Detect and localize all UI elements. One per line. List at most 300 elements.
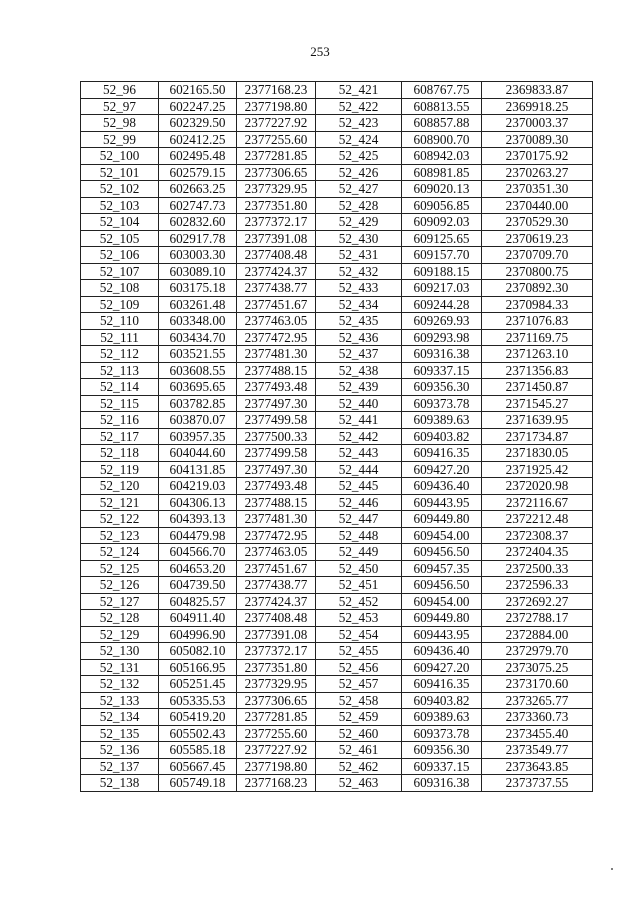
x-coord-left-cell: 605502.43 (159, 725, 237, 742)
point-id-right-cell: 52_455 (316, 643, 402, 660)
y-coord-right-cell: 2371450.87 (482, 379, 593, 396)
y-coord-left-cell: 2377497.30 (237, 395, 316, 412)
x-coord-left-cell: 603608.55 (159, 362, 237, 379)
y-coord-right-cell: 2371639.95 (482, 412, 593, 429)
x-coord-right-cell: 609436.40 (402, 643, 482, 660)
y-coord-left-cell: 2377472.95 (237, 329, 316, 346)
y-coord-right-cell: 2370003.37 (482, 115, 593, 132)
y-coord-left-cell: 2377451.67 (237, 560, 316, 577)
point-id-right-cell: 52_441 (316, 412, 402, 429)
table-row (81, 131, 593, 148)
point-id-right-cell: 52_457 (316, 676, 402, 693)
x-coord-left-cell: 602832.60 (159, 214, 237, 231)
point-id-right-cell: 52_456 (316, 659, 402, 676)
y-coord-right-cell: 2370709.70 (482, 247, 593, 264)
point-id-right-cell: 52_424 (316, 131, 402, 148)
table-row (81, 560, 593, 577)
table-row (81, 593, 593, 610)
x-coord-right-cell: 608767.75 (402, 82, 482, 99)
x-coord-left-cell: 603003.30 (159, 247, 237, 264)
table-row (81, 478, 593, 495)
x-coord-right-cell: 609337.15 (402, 758, 482, 775)
y-coord-left-cell: 2377438.77 (237, 280, 316, 297)
x-coord-right-cell: 609188.15 (402, 263, 482, 280)
point-id-right-cell: 52_454 (316, 626, 402, 643)
x-coord-right-cell: 608857.88 (402, 115, 482, 132)
point-id-left-cell: 52_98 (81, 115, 159, 132)
x-coord-right-cell: 609456.50 (402, 577, 482, 594)
point-id-right-cell: 52_425 (316, 148, 402, 165)
y-coord-left-cell: 2377451.67 (237, 296, 316, 313)
x-coord-right-cell: 609454.00 (402, 527, 482, 544)
point-id-left-cell: 52_97 (81, 98, 159, 115)
point-id-left-cell: 52_129 (81, 626, 159, 643)
y-coord-right-cell: 2373170.60 (482, 676, 593, 693)
x-coord-right-cell: 608981.85 (402, 164, 482, 181)
table-row (81, 362, 593, 379)
point-id-left-cell: 52_118 (81, 445, 159, 462)
x-coord-left-cell: 602747.73 (159, 197, 237, 214)
x-coord-left-cell: 603089.10 (159, 263, 237, 280)
x-coord-left-cell: 602412.25 (159, 131, 237, 148)
y-coord-left-cell: 2377255.60 (237, 725, 316, 742)
point-id-left-cell: 52_126 (81, 577, 159, 594)
y-coord-right-cell: 2373455.40 (482, 725, 593, 742)
y-coord-left-cell: 2377198.80 (237, 758, 316, 775)
table-row (81, 197, 593, 214)
x-coord-left-cell: 602329.50 (159, 115, 237, 132)
table-row (81, 709, 593, 726)
point-id-right-cell: 52_459 (316, 709, 402, 726)
x-coord-right-cell: 609356.30 (402, 379, 482, 396)
point-id-right-cell: 52_432 (316, 263, 402, 280)
coordinate-table-body (81, 82, 593, 792)
table-row (81, 610, 593, 627)
x-coord-left-cell: 604911.40 (159, 610, 237, 627)
y-coord-left-cell: 2377281.85 (237, 709, 316, 726)
x-coord-left-cell: 604393.13 (159, 511, 237, 528)
point-id-right-cell: 52_429 (316, 214, 402, 231)
table-row (81, 758, 593, 775)
x-coord-right-cell: 609443.95 (402, 626, 482, 643)
table-row (81, 775, 593, 792)
point-id-left-cell: 52_124 (81, 544, 159, 561)
coordinate-table (80, 81, 593, 792)
point-id-left-cell: 52_131 (81, 659, 159, 676)
point-id-left-cell: 52_99 (81, 131, 159, 148)
point-id-right-cell: 52_435 (316, 313, 402, 330)
y-coord-right-cell: 2372020.98 (482, 478, 593, 495)
table-row (81, 346, 593, 363)
x-coord-right-cell: 609427.20 (402, 461, 482, 478)
point-id-right-cell: 52_431 (316, 247, 402, 264)
y-coord-right-cell: 2370440.00 (482, 197, 593, 214)
point-id-right-cell: 52_460 (316, 725, 402, 742)
table-row (81, 692, 593, 709)
x-coord-right-cell: 609373.78 (402, 725, 482, 742)
x-coord-right-cell: 608813.55 (402, 98, 482, 115)
y-coord-right-cell: 2373265.77 (482, 692, 593, 709)
x-coord-right-cell: 609416.35 (402, 445, 482, 462)
y-coord-right-cell: 2372212.48 (482, 511, 593, 528)
x-coord-right-cell: 609293.98 (402, 329, 482, 346)
table-row (81, 626, 593, 643)
table-row (81, 527, 593, 544)
table-row (81, 428, 593, 445)
x-coord-left-cell: 602247.25 (159, 98, 237, 115)
x-coord-left-cell: 603870.07 (159, 412, 237, 429)
table-row (81, 181, 593, 198)
x-coord-left-cell: 603521.55 (159, 346, 237, 363)
x-coord-right-cell: 608900.70 (402, 131, 482, 148)
table-row (81, 412, 593, 429)
point-id-right-cell: 52_447 (316, 511, 402, 528)
x-coord-left-cell: 605667.45 (159, 758, 237, 775)
x-coord-left-cell: 604653.20 (159, 560, 237, 577)
y-coord-right-cell: 2370529.30 (482, 214, 593, 231)
y-coord-right-cell: 2372596.33 (482, 577, 593, 594)
x-coord-left-cell: 604996.90 (159, 626, 237, 643)
y-coord-right-cell: 2373075.25 (482, 659, 593, 676)
point-id-right-cell: 52_462 (316, 758, 402, 775)
x-coord-left-cell: 605335.53 (159, 692, 237, 709)
x-coord-right-cell: 609436.40 (402, 478, 482, 495)
point-id-left-cell: 52_105 (81, 230, 159, 247)
table-row (81, 115, 593, 132)
y-coord-left-cell: 2377493.48 (237, 478, 316, 495)
table-row (81, 263, 593, 280)
point-id-left-cell: 52_138 (81, 775, 159, 792)
y-coord-right-cell: 2372788.17 (482, 610, 593, 627)
y-coord-left-cell: 2377198.80 (237, 98, 316, 115)
x-coord-left-cell: 604479.98 (159, 527, 237, 544)
y-coord-left-cell: 2377500.33 (237, 428, 316, 445)
point-id-right-cell: 52_450 (316, 560, 402, 577)
point-id-left-cell: 52_109 (81, 296, 159, 313)
x-coord-left-cell: 604044.60 (159, 445, 237, 462)
point-id-left-cell: 52_100 (81, 148, 159, 165)
scan-speck (611, 868, 613, 870)
y-coord-right-cell: 2370892.30 (482, 280, 593, 297)
x-coord-left-cell: 604825.57 (159, 593, 237, 610)
x-coord-left-cell: 603957.35 (159, 428, 237, 445)
x-coord-right-cell: 609125.65 (402, 230, 482, 247)
x-coord-left-cell: 604739.50 (159, 577, 237, 594)
table-row (81, 725, 593, 742)
y-coord-right-cell: 2371734.87 (482, 428, 593, 445)
y-coord-left-cell: 2377306.65 (237, 164, 316, 181)
x-coord-right-cell: 608942.03 (402, 148, 482, 165)
x-coord-right-cell: 609449.80 (402, 511, 482, 528)
x-coord-right-cell: 609337.15 (402, 362, 482, 379)
point-id-left-cell: 52_133 (81, 692, 159, 709)
table-row (81, 676, 593, 693)
x-coord-left-cell: 603348.00 (159, 313, 237, 330)
table-row (81, 214, 593, 231)
point-id-right-cell: 52_443 (316, 445, 402, 462)
point-id-left-cell: 52_113 (81, 362, 159, 379)
y-coord-left-cell: 2377391.08 (237, 230, 316, 247)
point-id-right-cell: 52_422 (316, 98, 402, 115)
y-coord-left-cell: 2377481.30 (237, 346, 316, 363)
point-id-left-cell: 52_102 (81, 181, 159, 198)
point-id-left-cell: 52_130 (81, 643, 159, 660)
x-coord-left-cell: 604566.70 (159, 544, 237, 561)
y-coord-right-cell: 2372884.00 (482, 626, 593, 643)
y-coord-left-cell: 2377438.77 (237, 577, 316, 594)
x-coord-right-cell: 609427.20 (402, 659, 482, 676)
x-coord-right-cell: 609020.13 (402, 181, 482, 198)
x-coord-left-cell: 603782.85 (159, 395, 237, 412)
x-coord-right-cell: 609449.80 (402, 610, 482, 627)
table-row (81, 395, 593, 412)
table-row (81, 247, 593, 264)
y-coord-right-cell: 2371356.83 (482, 362, 593, 379)
x-coord-right-cell: 609356.30 (402, 742, 482, 759)
point-id-right-cell: 52_452 (316, 593, 402, 610)
y-coord-right-cell: 2372116.67 (482, 494, 593, 511)
y-coord-right-cell: 2373549.77 (482, 742, 593, 759)
x-coord-right-cell: 609443.95 (402, 494, 482, 511)
x-coord-right-cell: 609454.00 (402, 593, 482, 610)
y-coord-left-cell: 2377499.58 (237, 445, 316, 462)
x-coord-right-cell: 609269.93 (402, 313, 482, 330)
y-coord-right-cell: 2369918.25 (482, 98, 593, 115)
point-id-left-cell: 52_117 (81, 428, 159, 445)
point-id-left-cell: 52_116 (81, 412, 159, 429)
y-coord-right-cell: 2370984.33 (482, 296, 593, 313)
y-coord-right-cell: 2371925.42 (482, 461, 593, 478)
y-coord-right-cell: 2370619.23 (482, 230, 593, 247)
point-id-left-cell: 52_107 (81, 263, 159, 280)
x-coord-left-cell: 605166.95 (159, 659, 237, 676)
x-coord-left-cell: 602663.25 (159, 181, 237, 198)
y-coord-left-cell: 2377329.95 (237, 676, 316, 693)
point-id-left-cell: 52_137 (81, 758, 159, 775)
y-coord-left-cell: 2377481.30 (237, 511, 316, 528)
y-coord-right-cell: 2373737.55 (482, 775, 593, 792)
x-coord-right-cell: 609217.03 (402, 280, 482, 297)
point-id-right-cell: 52_428 (316, 197, 402, 214)
point-id-left-cell: 52_127 (81, 593, 159, 610)
point-id-right-cell: 52_438 (316, 362, 402, 379)
point-id-left-cell: 52_115 (81, 395, 159, 412)
y-coord-left-cell: 2377463.05 (237, 544, 316, 561)
point-id-left-cell: 52_136 (81, 742, 159, 759)
y-coord-left-cell: 2377372.17 (237, 643, 316, 660)
x-coord-left-cell: 603175.18 (159, 280, 237, 297)
y-coord-right-cell: 2370089.30 (482, 131, 593, 148)
point-id-right-cell: 52_423 (316, 115, 402, 132)
page-number: 253 (310, 44, 330, 59)
table-row (81, 280, 593, 297)
x-coord-right-cell: 609157.70 (402, 247, 482, 264)
y-coord-left-cell: 2377488.15 (237, 494, 316, 511)
x-coord-left-cell: 602165.50 (159, 82, 237, 99)
x-coord-left-cell: 602917.78 (159, 230, 237, 247)
x-coord-right-cell: 609416.35 (402, 676, 482, 693)
y-coord-left-cell: 2377168.23 (237, 775, 316, 792)
point-id-right-cell: 52_449 (316, 544, 402, 561)
table-row (81, 379, 593, 396)
point-id-left-cell: 52_101 (81, 164, 159, 181)
y-coord-left-cell: 2377168.23 (237, 82, 316, 99)
y-coord-left-cell: 2377255.60 (237, 131, 316, 148)
x-coord-left-cell: 605082.10 (159, 643, 237, 660)
point-id-left-cell: 52_103 (81, 197, 159, 214)
point-id-left-cell: 52_134 (81, 709, 159, 726)
y-coord-right-cell: 2371263.10 (482, 346, 593, 363)
x-coord-right-cell: 609456.50 (402, 544, 482, 561)
y-coord-right-cell: 2370351.30 (482, 181, 593, 198)
table-row (81, 494, 593, 511)
point-id-right-cell: 52_433 (316, 280, 402, 297)
y-coord-right-cell: 2370263.27 (482, 164, 593, 181)
point-id-left-cell: 52_110 (81, 313, 159, 330)
table-row (81, 164, 593, 181)
table-row (81, 329, 593, 346)
y-coord-left-cell: 2377499.58 (237, 412, 316, 429)
y-coord-right-cell: 2371545.27 (482, 395, 593, 412)
y-coord-right-cell: 2370800.75 (482, 263, 593, 280)
x-coord-left-cell: 605585.18 (159, 742, 237, 759)
point-id-left-cell: 52_111 (81, 329, 159, 346)
point-id-right-cell: 52_448 (316, 527, 402, 544)
x-coord-left-cell: 602579.15 (159, 164, 237, 181)
y-coord-right-cell: 2372979.70 (482, 643, 593, 660)
y-coord-left-cell: 2377372.17 (237, 214, 316, 231)
point-id-right-cell: 52_446 (316, 494, 402, 511)
point-id-right-cell: 52_453 (316, 610, 402, 627)
y-coord-left-cell: 2377281.85 (237, 148, 316, 165)
y-coord-left-cell: 2377329.95 (237, 181, 316, 198)
point-id-right-cell: 52_439 (316, 379, 402, 396)
y-coord-left-cell: 2377227.92 (237, 115, 316, 132)
x-coord-right-cell: 609403.82 (402, 428, 482, 445)
x-coord-right-cell: 609389.63 (402, 412, 482, 429)
table-row (81, 148, 593, 165)
point-id-left-cell: 52_128 (81, 610, 159, 627)
x-coord-right-cell: 609092.03 (402, 214, 482, 231)
point-id-right-cell: 52_445 (316, 478, 402, 495)
table-row (81, 659, 593, 676)
point-id-left-cell: 52_114 (81, 379, 159, 396)
table-row (81, 643, 593, 660)
point-id-left-cell: 52_135 (81, 725, 159, 742)
x-coord-right-cell: 609389.63 (402, 709, 482, 726)
point-id-left-cell: 52_125 (81, 560, 159, 577)
point-id-right-cell: 52_458 (316, 692, 402, 709)
x-coord-right-cell: 609373.78 (402, 395, 482, 412)
table-row (81, 544, 593, 561)
point-id-right-cell: 52_440 (316, 395, 402, 412)
point-id-right-cell: 52_451 (316, 577, 402, 594)
x-coord-right-cell: 609457.35 (402, 560, 482, 577)
y-coord-left-cell: 2377227.92 (237, 742, 316, 759)
point-id-left-cell: 52_119 (81, 461, 159, 478)
point-id-left-cell: 52_123 (81, 527, 159, 544)
x-coord-left-cell: 604306.13 (159, 494, 237, 511)
y-coord-right-cell: 2371169.75 (482, 329, 593, 346)
y-coord-left-cell: 2377488.15 (237, 362, 316, 379)
x-coord-left-cell: 604131.85 (159, 461, 237, 478)
table-row (81, 461, 593, 478)
y-coord-left-cell: 2377424.37 (237, 263, 316, 280)
point-id-right-cell: 52_421 (316, 82, 402, 99)
point-id-left-cell: 52_104 (81, 214, 159, 231)
point-id-right-cell: 52_463 (316, 775, 402, 792)
point-id-left-cell: 52_106 (81, 247, 159, 264)
y-coord-left-cell: 2377472.95 (237, 527, 316, 544)
table-row (81, 511, 593, 528)
point-id-right-cell: 52_426 (316, 164, 402, 181)
point-id-left-cell: 52_96 (81, 82, 159, 99)
y-coord-left-cell: 2377408.48 (237, 247, 316, 264)
x-coord-left-cell: 604219.03 (159, 478, 237, 495)
point-id-right-cell: 52_427 (316, 181, 402, 198)
y-coord-right-cell: 2373360.73 (482, 709, 593, 726)
x-coord-left-cell: 605749.18 (159, 775, 237, 792)
table-row (81, 577, 593, 594)
point-id-right-cell: 52_437 (316, 346, 402, 363)
y-coord-left-cell: 2377424.37 (237, 593, 316, 610)
y-coord-left-cell: 2377351.80 (237, 659, 316, 676)
point-id-right-cell: 52_436 (316, 329, 402, 346)
point-id-left-cell: 52_112 (81, 346, 159, 363)
y-coord-right-cell: 2372404.35 (482, 544, 593, 561)
y-coord-right-cell: 2372692.27 (482, 593, 593, 610)
y-coord-right-cell: 2372308.37 (482, 527, 593, 544)
x-coord-left-cell: 603434.70 (159, 329, 237, 346)
x-coord-right-cell: 609316.38 (402, 346, 482, 363)
point-id-left-cell: 52_132 (81, 676, 159, 693)
point-id-left-cell: 52_108 (81, 280, 159, 297)
table-row (81, 82, 593, 99)
point-id-right-cell: 52_430 (316, 230, 402, 247)
y-coord-left-cell: 2377493.48 (237, 379, 316, 396)
point-id-right-cell: 52_434 (316, 296, 402, 313)
y-coord-left-cell: 2377391.08 (237, 626, 316, 643)
point-id-left-cell: 52_121 (81, 494, 159, 511)
table-row (81, 98, 593, 115)
x-coord-right-cell: 609244.28 (402, 296, 482, 313)
point-id-right-cell: 52_444 (316, 461, 402, 478)
y-coord-right-cell: 2370175.92 (482, 148, 593, 165)
y-coord-right-cell: 2371076.83 (482, 313, 593, 330)
point-id-right-cell: 52_442 (316, 428, 402, 445)
x-coord-right-cell: 609056.85 (402, 197, 482, 214)
y-coord-right-cell: 2371830.05 (482, 445, 593, 462)
x-coord-left-cell: 602495.48 (159, 148, 237, 165)
x-coord-left-cell: 603695.65 (159, 379, 237, 396)
point-id-left-cell: 52_122 (81, 511, 159, 528)
y-coord-right-cell: 2372500.33 (482, 560, 593, 577)
table-row (81, 742, 593, 759)
y-coord-left-cell: 2377463.05 (237, 313, 316, 330)
table-row (81, 230, 593, 247)
x-coord-right-cell: 609403.82 (402, 692, 482, 709)
y-coord-right-cell: 2369833.87 (482, 82, 593, 99)
x-coord-right-cell: 609316.38 (402, 775, 482, 792)
y-coord-left-cell: 2377351.80 (237, 197, 316, 214)
x-coord-left-cell: 603261.48 (159, 296, 237, 313)
y-coord-left-cell: 2377306.65 (237, 692, 316, 709)
y-coord-right-cell: 2373643.85 (482, 758, 593, 775)
y-coord-left-cell: 2377497.30 (237, 461, 316, 478)
x-coord-left-cell: 605419.20 (159, 709, 237, 726)
y-coord-left-cell: 2377408.48 (237, 610, 316, 627)
point-id-left-cell: 52_120 (81, 478, 159, 495)
